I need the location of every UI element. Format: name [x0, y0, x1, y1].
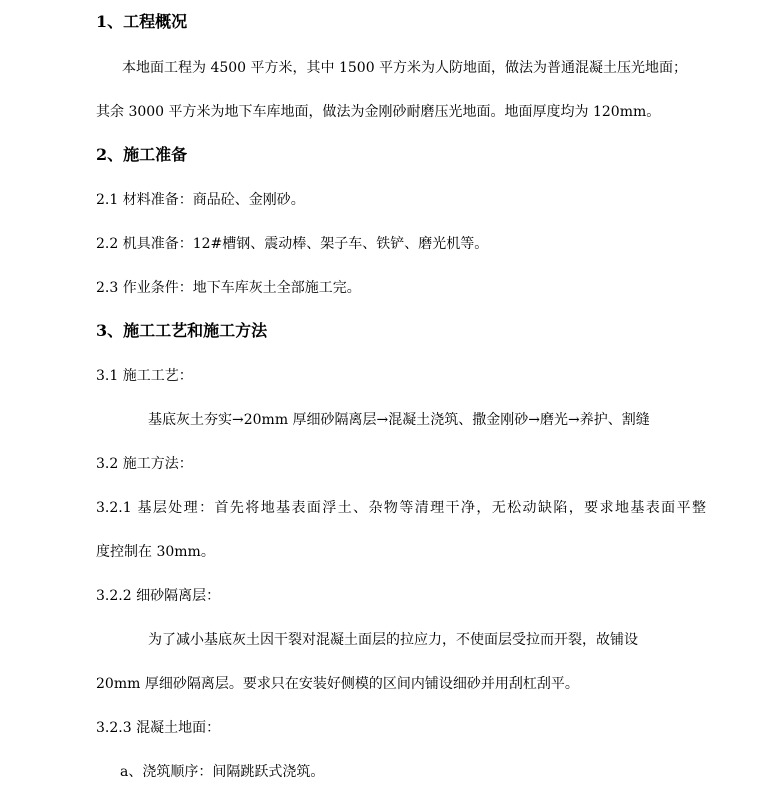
preparation-item-conditions: 2.3 作业条件：地下车库灰土全部施工完。 — [96, 280, 361, 296]
sand-layer-line-1: 为了减小基底灰土因干裂对混凝土面层的拉应力，不使面层受拉而开裂，故铺设 — [148, 632, 638, 648]
process-title: 3.1 施工工艺： — [96, 368, 193, 384]
sand-layer-title: 3.2.2 细砂隔离层： — [96, 588, 221, 604]
preparation-item-equipment: 2.2 机具准备：12#槽钢、震动棒、架子车、铁铲、磨光机等。 — [96, 236, 489, 252]
process-flow: 基底灰土夯实→20mm 厚细砂隔离层→混凝土浇筑、撒金刚砂→磨光→养护、割缝 — [148, 412, 650, 428]
overview-paragraph-line-1: 本地面工程为 4500 平方米，其中 1500 平方米为人防地面，做法为普通混凝土压光地面； — [122, 60, 688, 76]
preparation-item-materials: 2.1 材料准备：商品砼、金刚砂。 — [96, 192, 305, 208]
section-heading-overview: 1、工程概况 — [96, 12, 188, 31]
concrete-pour-order: a、浇筑顺序：间隔跳跃式浇筑。 — [120, 764, 325, 780]
concrete-floor-title: 3.2.3 混凝土地面： — [96, 720, 221, 736]
sand-layer-line-2: 20mm 厚细砂隔离层。要求只在安装好侧模的区间内铺设细砂并用刮杠刮平。 — [96, 676, 579, 692]
section-heading-process-methods: 3、施工工艺和施工方法 — [96, 321, 268, 340]
section-heading-preparation: 2、施工准备 — [96, 145, 188, 164]
method-title: 3.2 施工方法： — [96, 456, 193, 472]
overview-paragraph-line-2: 其余 3000 平方米为地下车库地面，做法为金刚砂耐磨压光地面。地面厚度均为 120mm。 — [96, 104, 661, 120]
base-treatment-line-1: 3.2.1 基层处理：首先将地基表面浮土、杂物等清理干净，无松动缺陷，要求地基表面平整 — [96, 500, 706, 516]
base-treatment-line-2: 度控制在 30mm。 — [96, 544, 215, 560]
